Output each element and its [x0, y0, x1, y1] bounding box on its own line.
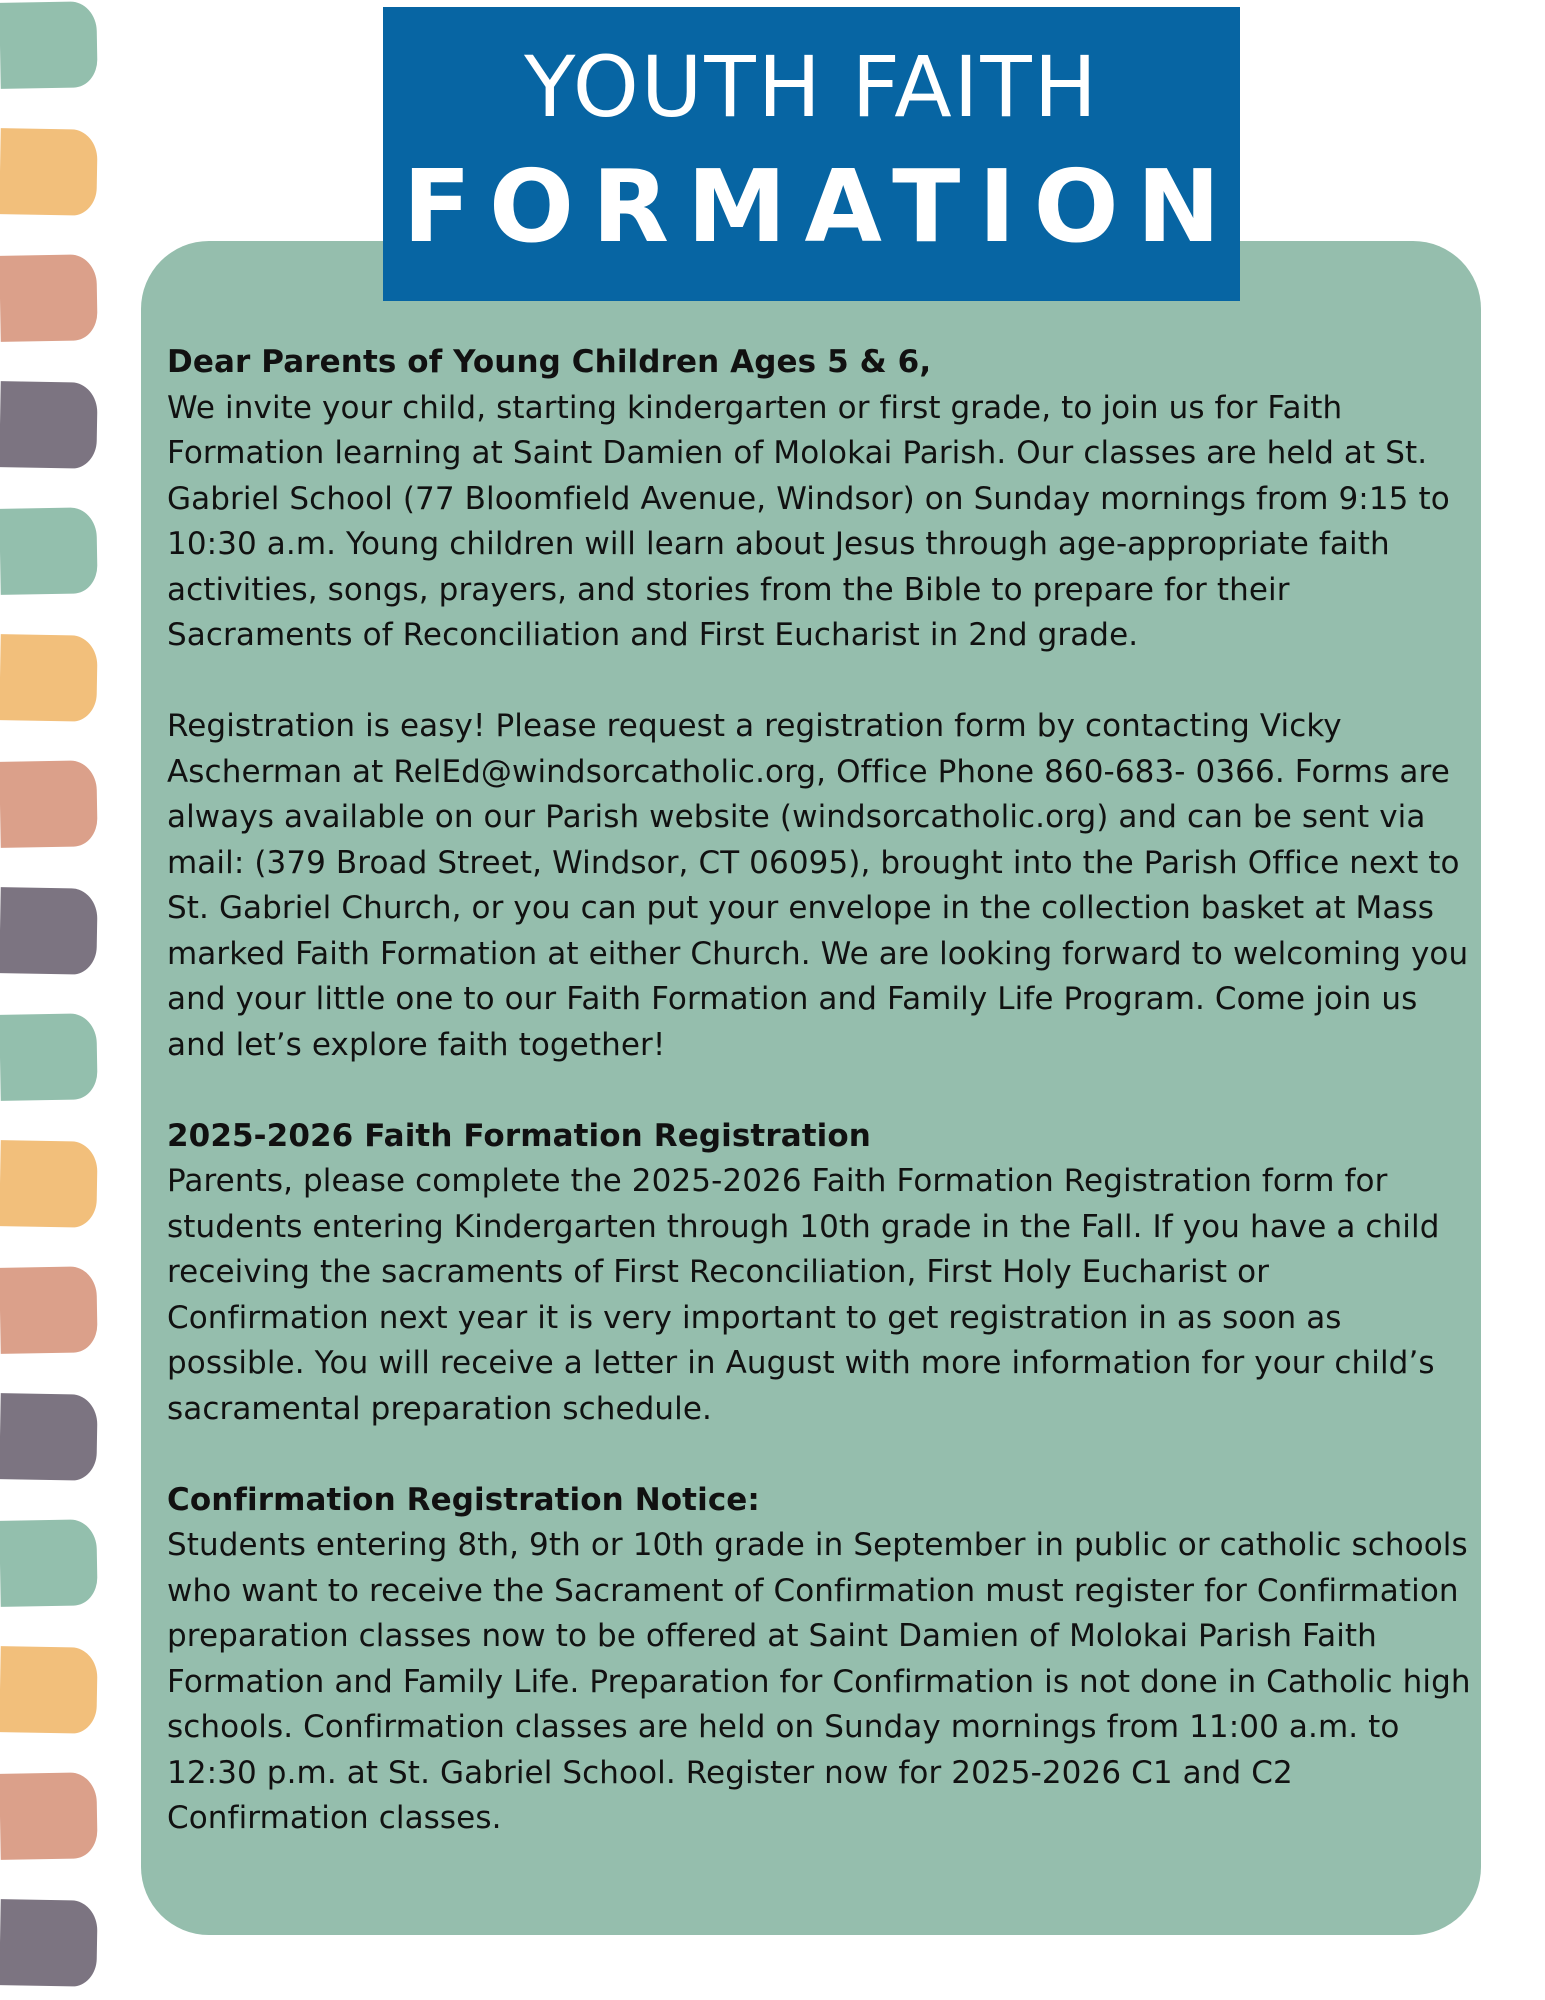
- decorative-swatch: [0, 381, 98, 469]
- registration-info-body: Registration is easy! Please request a registration form by contacting Vicky Ascherman at RelEd@windsorcatholic.org, Office Phone 860-683- 0366. Forms are always available on our Parish website (windsorcatholic.org) and can be sent via mail: (379 Broad Street, Windsor, CT 06095), brought into the Parish Office next to St. Gabriel Church, or you can put your envelope in the collection basket at Mass marked Faith Formation at either Church. We are looking forward to welcoming you and your little one to our Faith Formation and Family Life Program. Come join us and let’s explore faith together!: [167, 708, 1469, 1063]
- decorative-swatch: [0, 887, 98, 975]
- decorative-swatch: [0, 254, 98, 342]
- decorative-swatch: [0, 1899, 98, 1987]
- section-faith-formation-registration: [167, 1114, 1472, 1433]
- section-intro: [167, 340, 1472, 659]
- letter-body: [167, 340, 1472, 1842]
- decorative-swatch: [0, 507, 98, 595]
- decorative-swatch: [0, 634, 98, 722]
- intro-body: We invite your child, starting kindergarten or first grade, to join us for Faith Formation learning at Saint Damien of Molokai Parish. Our classes are held at St. Gabriel School (77 Bloomfield Avenue, Windsor) on Sunday mornings from 9:15 to 10:30 a.m. Young children will learn about Jesus through age-appropriate faith activities, songs, prayers, and stories from the Bible to prepare for their Sacraments of Reconciliation and First Eucharist in 2nd grade.: [167, 389, 1450, 653]
- faith-formation-registration-heading: 2025-2026 Faith Formation Registration: [167, 1117, 871, 1154]
- decorative-swatch: [0, 128, 98, 216]
- decorative-swatch: [0, 1013, 98, 1101]
- title-line-1: YOUTH FAITH: [524, 38, 1099, 136]
- title-banner: [383, 7, 1240, 301]
- section-registration-info: [167, 704, 1472, 1068]
- decorative-swatch: [0, 1646, 98, 1734]
- decorative-swatch-column: [0, 0, 100, 2000]
- decorative-swatch: [0, 1772, 98, 1860]
- decorative-swatch: [0, 760, 98, 848]
- confirmation-notice-body: Students entering 8th, 9th or 10th grade in September in public or catholic schools who want to receive the Sacrament of Confirmation must register for Confirmation preparation classes now to be offered at Saint Damien of Molokai Parish Faith Formation and Family Life. Preparation for Confirmation is not done in Catholic high schools. Confirmation classes are held on Sunday mornings from 11:00 a.m. to 12:30 p.m. at St. Gabriel School. Register now for 2025-2026 C1 and C2 Confirmation classes.: [167, 1527, 1471, 1836]
- faith-formation-registration-body: Parents, please complete the 2025-2026 Faith Formation Registration form for students entering Kindergarten through 10th grade in the Fall. If you have a child receiving the sacraments of First Reconciliation, First Holy Eucharist or Confirmation next year it is very important to get registration in as soon as possible. You will receive a letter in August with more information for your child’s sacramental preparation schedule.: [167, 1163, 1440, 1427]
- intro-heading: Dear Parents of Young Children Ages 5 & 6,: [167, 344, 932, 380]
- confirmation-notice-heading: Confirmation Registration Notice:: [167, 1481, 760, 1518]
- decorative-swatch: [0, 1519, 98, 1607]
- decorative-swatch: [0, 1266, 98, 1354]
- title-line-2: FORMATION: [402, 148, 1239, 265]
- decorative-swatch: [0, 1140, 98, 1228]
- decorative-swatch: [0, 1, 98, 89]
- section-confirmation-notice: [167, 1478, 1472, 1842]
- decorative-swatch: [0, 1393, 98, 1481]
